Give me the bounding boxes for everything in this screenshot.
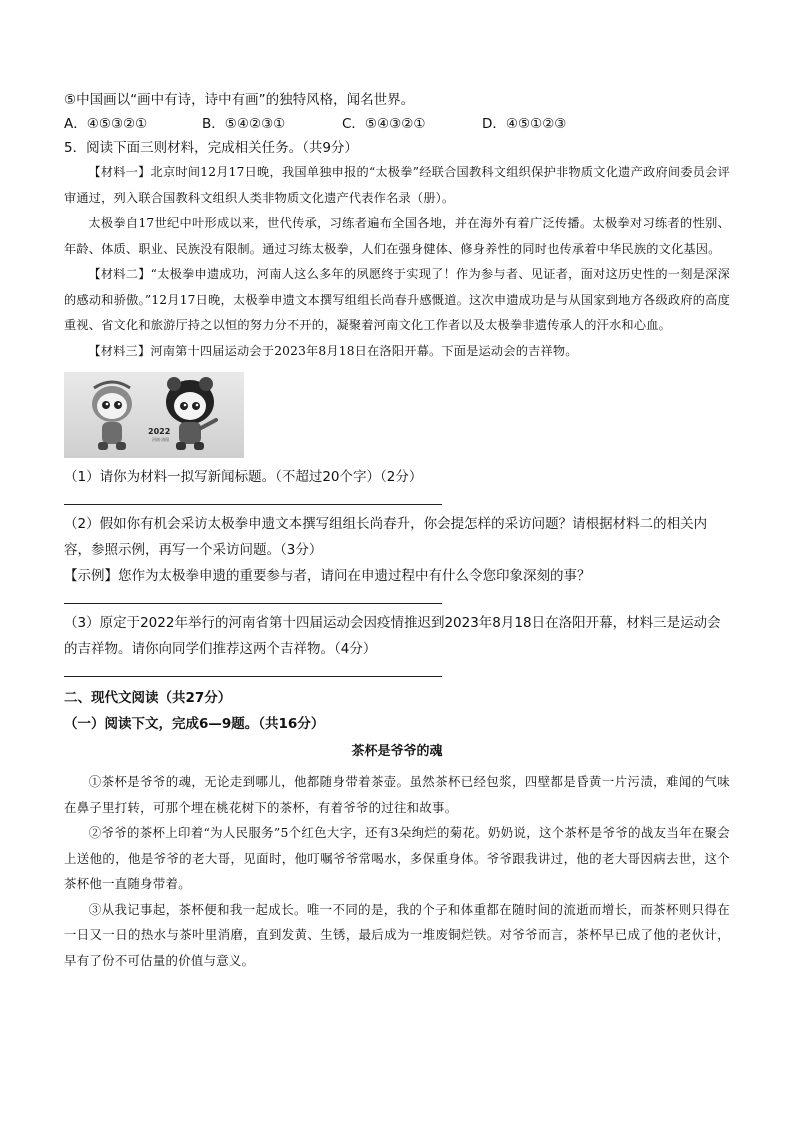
- answer-line-2[interactable]: [64, 603, 442, 604]
- answer-line-3[interactable]: [64, 676, 442, 677]
- material-2-paragraph: 【材料二】“太极拳申遗成功，河南人这么多年的夙愿终于实现了！作为参与者、见证者，面对这历史性的一刻是深深的感动和骄傲。”12月17日晚，太极拳申遗文本撰写组组长尚春升感慨道。这次申遗成功是与从国家到地方各级政府的高度重视、省文化和旅游厅持之以恒的努力分不开的，凝聚着河南文化工作者以及太极拳非遗传承人的汗水和心血。: [64, 267, 730, 332]
- answer-options: [64, 112, 730, 136]
- mascot-year-label: 2022: [148, 427, 171, 436]
- article-paragraph-1: ①茶杯是爷爷的魂，无论走到哪儿，他都随身带着茶壶。虽然茶杯已经包浆，四壁都是昏黄一片污渍，难闻的气味在鼻子里打转，可那个埋在桃花树下的茶杯，有着爷爷的过往和故事。: [64, 774, 730, 815]
- option-a: A．④⑤③②①: [64, 116, 148, 132]
- sub-question-3-line-1: （3）原定于2022年举行的河南省第十四届运动会因疫情推迟到2023年8月18日在洛阳开幕，材料三是运动会: [64, 615, 721, 631]
- item-5-sentence: ⑤中国画以“画中有诗，诗中有画”的独特风格，闻名世界。: [64, 92, 415, 108]
- material-1-paragraph-2: 太极拳自17世纪中叶形成以来，世代传承，习练者遍布全国各地，并在海外有着广泛传播。太极拳对习练者的性别、年龄、体质、职业、民族没有限制。通过习练太极拳，人们在强身健体、修身养性的同时也传承着中华民族的文化基因。: [64, 216, 730, 256]
- mascot-location-label: 河南·洛阳: [152, 437, 170, 442]
- exam-page: [64, 88, 730, 973]
- material-1-paragraph-1: 【材料一】北京时间12月17日晚，我国单独申报的“太极拳”经联合国教科文组织保护非物质文化遗产政府间委员会评审通过，列入联合国教科文组织人类非物质文化遗产代表作名录（册）。: [64, 165, 730, 205]
- material-3-paragraph: 【材料三】河南第十四届运动会于2023年8月18日在洛阳开幕。下面是运动会的吉祥物。: [88, 343, 578, 358]
- article-paragraph-2: ②爷爷的茶杯上印着“为人民服务”5个红色大字，还有3朵绚烂的菊花。奶奶说，这个茶杯是爷爷的战友当年在聚会上送他的，他是爷爷的老大哥，见面时，他叮嘱爷爷常喝水，多保重身体。爷爷跟我讲过，他的老大哥因病去世，这个茶杯他一直随身带着。: [64, 825, 730, 891]
- option-c: C．⑤④③②①: [342, 116, 426, 132]
- article-paragraph-3: ③从我记事起，茶杯便和我一起成长。唯一不同的是，我的个子和体重都在随时间的流逝而增长，而茶杯则只得在一日又一日的热水与茶叶里消磨，直到发黄、生锈，最后成为一堆废铜烂铁。对爷爷而言，茶杯早已成了他的老伙计，早有了份不可估量的价值与意义。: [64, 901, 730, 968]
- section-2-heading: 二、现代文阅读（共27分）: [64, 690, 232, 706]
- section-2-subheading: （一）阅读下文，完成6—9题。（共16分）: [64, 716, 325, 732]
- sub-question-2-line-1: （2）假如你有机会采访太极拳申遗文本撰写组组长尚春升，你会提怎样的采访问题？请根据材料二的相关内: [64, 516, 708, 532]
- sub-question-1: （1）请你为材料一拟写新闻标题。（不超过20个字）（2分）: [64, 469, 423, 485]
- sub-question-2-line-2: 容，参照示例，再写一个采访问题。（3分）: [64, 542, 323, 558]
- answer-line-1[interactable]: [64, 504, 442, 505]
- mascot-illustration: [64, 372, 244, 458]
- option-d: D．④⑤①②③: [482, 116, 567, 132]
- sub-question-3-line-2: 的吉祥物。请你向同学们推荐这两个吉祥物。（4分）: [64, 641, 377, 657]
- mascot-image: [64, 372, 244, 458]
- question-5-heading: 5．阅读下面三则材料，完成相关任务。（共9分）: [64, 140, 358, 156]
- option-b: B．⑤④②③①: [202, 116, 286, 132]
- example-question: 【示例】您作为太极拳申遗的重要参与者，请问在申遗过程中有什么令您印象深刻的事？: [64, 568, 591, 584]
- article-title: 茶杯是爷爷的魂: [351, 744, 443, 759]
